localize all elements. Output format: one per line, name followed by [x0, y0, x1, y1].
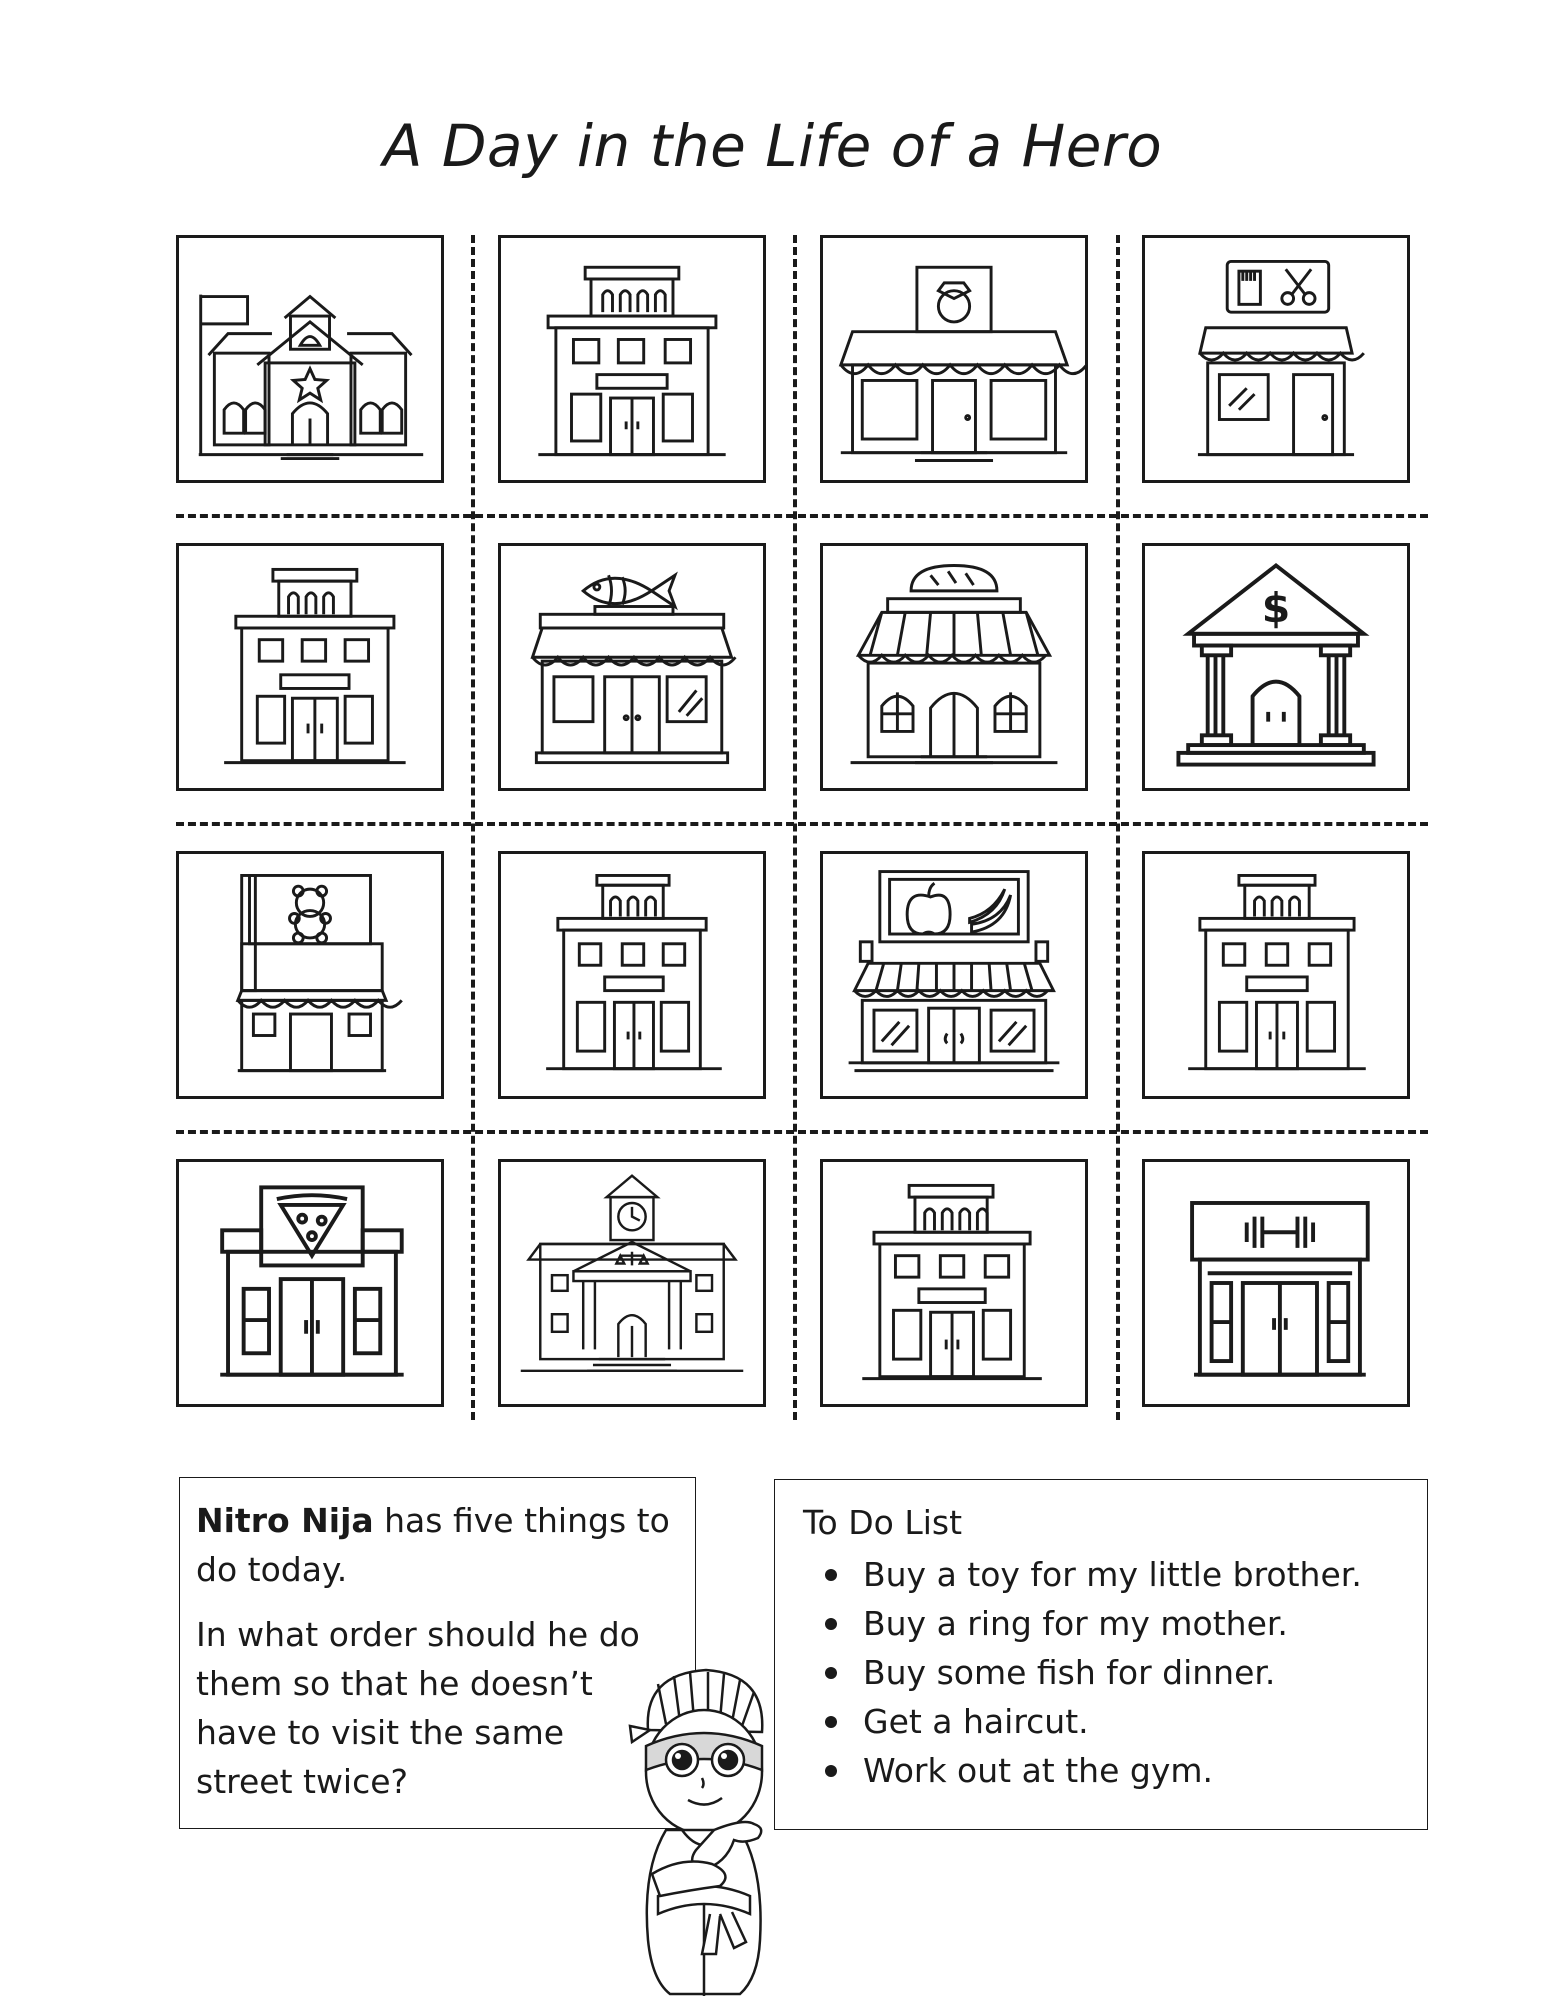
page-title: A Day in the Life of a Hero [382, 112, 1163, 180]
apartment-building-icon [179, 546, 441, 788]
tile-bank [1142, 543, 1410, 791]
tile-fish-market [498, 543, 766, 791]
building-map-grid [176, 235, 1428, 1420]
cut-line-horizontal-3 [176, 1130, 1428, 1134]
tile-fruit-market [820, 851, 1088, 1099]
tile-apartment-building [176, 543, 444, 791]
todo-item: Get a haircut. [803, 1697, 1399, 1746]
fish-market-icon [501, 546, 763, 788]
tile-courthouse [498, 1159, 766, 1407]
tile-jewelry-store [820, 235, 1088, 483]
tile-barber-shop [1142, 235, 1410, 483]
bank-icon [1145, 546, 1407, 788]
cut-line-vertical-3 [1116, 235, 1120, 1420]
todo-list-box [774, 1479, 1428, 1830]
apartment-building-icon [1145, 854, 1407, 1096]
prompt-question: In what order should he do them so that he doesn’t have to visit the same street twice? [196, 1615, 640, 1801]
jewelry-store-icon [823, 238, 1085, 480]
apartment-building-icon [823, 1162, 1085, 1404]
courthouse-icon [501, 1162, 763, 1404]
apartment-building-icon [501, 854, 763, 1096]
tile-apartment-building [820, 1159, 1088, 1407]
prompt-intro-rest: has five things to do today. [196, 1501, 670, 1589]
cut-line-vertical-2 [793, 235, 797, 1420]
bakery-icon [823, 546, 1085, 788]
school-icon [179, 238, 441, 480]
gym-icon [1145, 1162, 1407, 1404]
todo-item: Buy some fish for dinner. [803, 1648, 1399, 1697]
ninja-character-icon [618, 1660, 788, 1999]
todo-list [803, 1550, 1399, 1795]
tile-school [176, 235, 444, 483]
cut-line-horizontal-1 [176, 514, 1428, 518]
apartment-building-icon [501, 238, 763, 480]
cut-line-vertical-1 [471, 235, 475, 1420]
todo-item: Buy a toy for my little brother. [803, 1550, 1399, 1599]
barber-shop-icon [1145, 238, 1407, 480]
prompt-intro [196, 1496, 679, 1594]
tile-apartment-building [498, 851, 766, 1099]
tile-toy-store [176, 851, 444, 1099]
tile-pizza-shop [176, 1159, 444, 1407]
todo-item: Work out at the gym. [803, 1746, 1399, 1795]
tile-bakery [820, 543, 1088, 791]
tile-gym [1142, 1159, 1410, 1407]
todo-item: Buy a ring for my mother. [803, 1599, 1399, 1648]
hero-name: Nitro Nija [196, 1501, 374, 1540]
tile-apartment-building [498, 235, 766, 483]
fruit-market-icon [823, 854, 1085, 1096]
pizza-shop-icon [179, 1162, 441, 1404]
svg-text:$: $ [1261, 584, 1291, 633]
todo-list-title: To Do List [803, 1503, 963, 1542]
tile-apartment-building [1142, 851, 1410, 1099]
toy-store-icon [179, 854, 441, 1096]
cut-line-horizontal-2 [176, 822, 1428, 826]
